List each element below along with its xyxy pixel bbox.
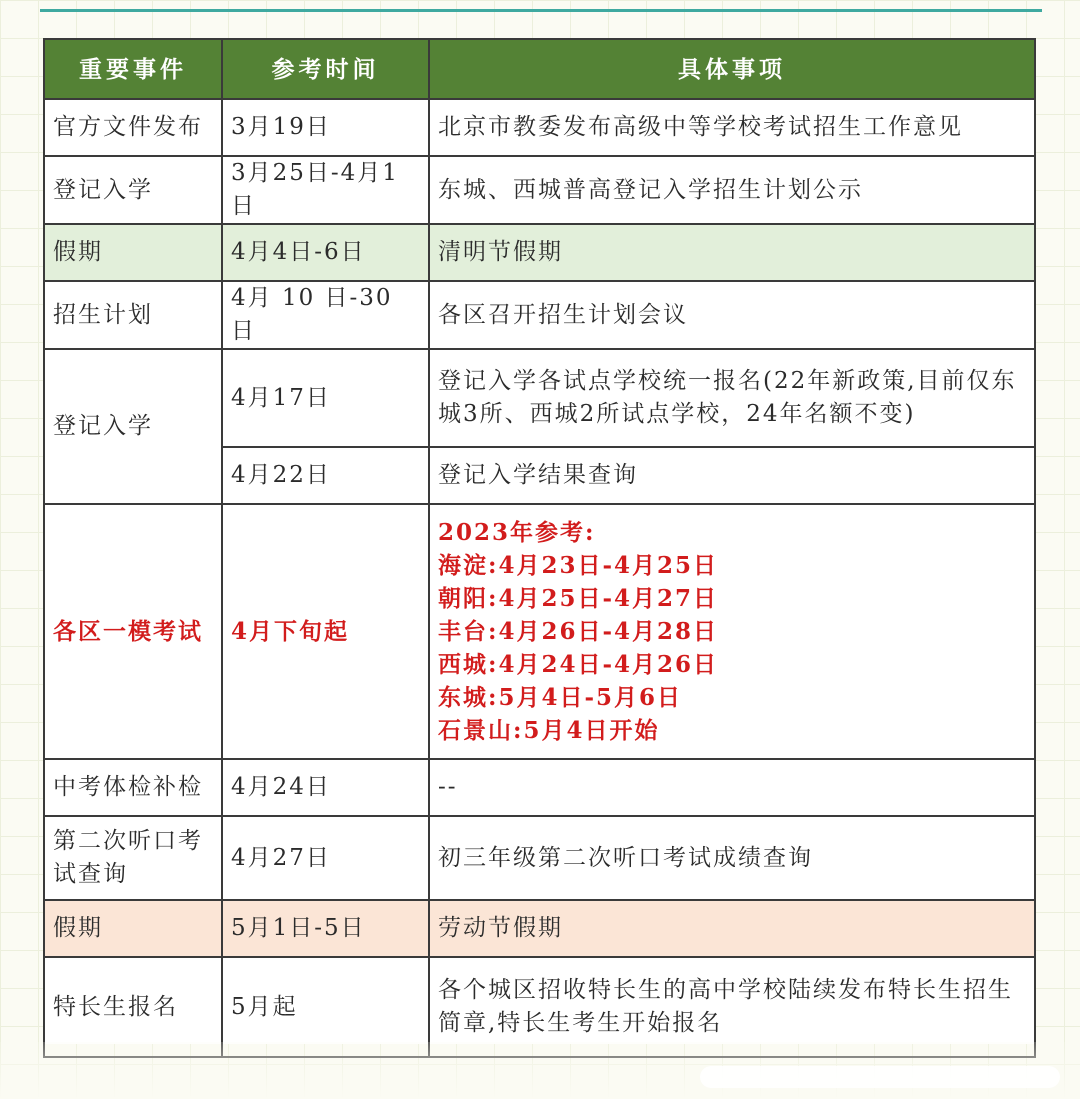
exam-schedule-list bbox=[438, 506, 1026, 757]
event-cell: 特长生报名 bbox=[44, 957, 222, 1057]
event-cell: 登记入学 bbox=[44, 349, 222, 504]
time-cell: 4月24日 bbox=[222, 759, 429, 816]
event-cell: 中考体检补检 bbox=[44, 759, 222, 816]
time-cell: 3月25日-4月1日 bbox=[222, 156, 429, 224]
exam-line-xicheng: 西城:4月24日-4月26日 bbox=[438, 651, 719, 678]
time-cell: 4月 10 日-30 日 bbox=[222, 281, 429, 349]
header-detail: 具体事项 bbox=[429, 39, 1035, 99]
event-cell: 假期 bbox=[44, 900, 222, 957]
event-cell: 各区一模考试 bbox=[44, 504, 222, 759]
table-row-holiday-labor bbox=[44, 900, 1035, 957]
table-header-row bbox=[44, 39, 1035, 99]
detail-cell: 东城、西城普高登记入学招生计划公示 bbox=[429, 156, 1035, 224]
detail-cell: 登记入学各试点学校统一报名(22年新政策,目前仅东城3所、西城2所试点学校，24年名额不变) bbox=[429, 349, 1035, 447]
event-cell: 登记入学 bbox=[44, 156, 222, 224]
header-event: 重要事件 bbox=[44, 39, 222, 99]
detail-cell: 清明节假期 bbox=[429, 224, 1035, 281]
detail-cell: 各个城区招收特长生的高中学校陆续发布特长生招生简章,特长生考生开始报名 bbox=[429, 957, 1035, 1057]
table-row bbox=[44, 816, 1035, 900]
detail-cell: -- bbox=[429, 759, 1035, 816]
exam-line-fengtai: 丰台:4月26日-4月28日 bbox=[438, 618, 719, 645]
time-cell: 4月下旬起 bbox=[222, 504, 429, 759]
detail-cell: 各区召开招生计划会议 bbox=[429, 281, 1035, 349]
schedule-table bbox=[43, 38, 1036, 1058]
exam-line-dongcheng: 东城:5月4日-5月6日 bbox=[438, 684, 683, 711]
table-row bbox=[44, 156, 1035, 224]
time-cell: 5月1日-5日 bbox=[222, 900, 429, 957]
detail-cell bbox=[429, 504, 1035, 759]
time-cell: 4月27日 bbox=[222, 816, 429, 900]
event-cell: 第二次听口考试查询 bbox=[44, 816, 222, 900]
event-cell: 假期 bbox=[44, 224, 222, 281]
bottom-watermark-smudge bbox=[700, 1066, 1060, 1088]
top-divider bbox=[40, 9, 1042, 12]
exam-line-shijingshan: 石景山:5月4日开始 bbox=[438, 717, 660, 744]
detail-cell: 初三年级第二次听口考试成绩查询 bbox=[429, 816, 1035, 900]
exam-line-haidian: 海淀:4月23日-4月25日 bbox=[438, 552, 719, 579]
time-cell: 5月起 bbox=[222, 957, 429, 1057]
time-cell: 3月19日 bbox=[222, 99, 429, 156]
time-cell: 4月22日 bbox=[222, 447, 429, 504]
time-cell: 4月4日-6日 bbox=[222, 224, 429, 281]
table-row bbox=[44, 281, 1035, 349]
table-row bbox=[44, 759, 1035, 816]
detail-cell: 登记入学结果查询 bbox=[429, 447, 1035, 504]
table-row-mock-exams bbox=[44, 504, 1035, 759]
time-cell: 4月17日 bbox=[222, 349, 429, 447]
exam-line-heading: 2023年参考: bbox=[438, 519, 596, 546]
detail-cell: 北京市教委发布高级中等学校考试招生工作意见 bbox=[429, 99, 1035, 156]
table-row bbox=[44, 349, 1035, 447]
header-time: 参考时间 bbox=[222, 39, 429, 99]
event-cell: 官方文件发布 bbox=[44, 99, 222, 156]
event-cell: 招生计划 bbox=[44, 281, 222, 349]
table-row-holiday-qingming bbox=[44, 224, 1035, 281]
detail-cell: 劳动节假期 bbox=[429, 900, 1035, 957]
exam-line-chaoyang: 朝阳:4月25日-4月27日 bbox=[438, 585, 719, 612]
table-row bbox=[44, 99, 1035, 156]
